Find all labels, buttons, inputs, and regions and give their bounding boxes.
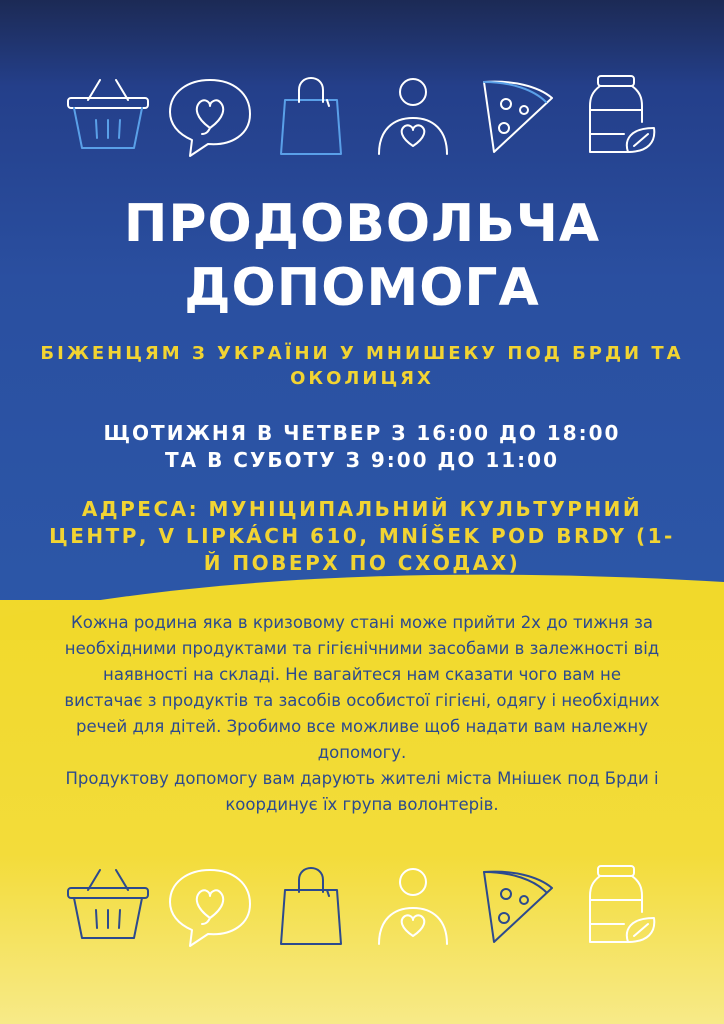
person-heart-icon	[365, 862, 461, 952]
jar-leaf-icon	[568, 72, 664, 162]
title-line-1: ПРОДОВОЛЬЧА	[123, 194, 601, 254]
schedule-line-1: ЩОТИЖНЯ В ЧЕТВЕР З 16:00 ДО 18:00	[103, 421, 621, 445]
bottom-icon-row	[60, 862, 664, 952]
pizza-slice-icon	[466, 72, 562, 162]
body-paragraph-1: Кожна родина яка в кризовому стані може прийти 2х до тижня за необхідними продуктами та гігієнічними засобами в залежності від наявності на складі. Не вагайтеся нам сказати чого вам не вистачає з продуктів та засобів особистої гігієні, одягу і необхідних речей для дітей. Зробимо все можливе щоб надати вам належну допомогу.	[64, 613, 660, 762]
shopping-bag-icon	[263, 862, 359, 952]
schedule	[40, 420, 684, 474]
subtitle: БІЖЕНЦЯМ З УКРАЇНИ У МНИШЕКУ ПОД БРДИ ТА ОКОЛИЦЯХ	[40, 343, 684, 389]
title-line-2: ДОПОМОГА	[184, 258, 540, 318]
shopping-bag-icon	[263, 72, 359, 162]
page-title	[0, 192, 724, 320]
schedule-line-2: ТА В СУБОТУ З 9:00 ДО 11:00	[165, 448, 559, 472]
address: АДРЕСА: МУНІЦИПАЛЬНИЙ КУЛЬТУРНИЙ ЦЕНТР, V LIPKÁCH 610, MNÍŠEK POD BRDY (1-Й ПОВЕРХ ПО СХОДАХ)	[49, 497, 675, 575]
basket-icon	[60, 72, 156, 162]
top-icon-row	[60, 72, 664, 162]
jar-leaf-icon	[568, 862, 664, 952]
body-text	[62, 610, 662, 818]
basket-icon	[60, 862, 156, 952]
heart-speech-bubble-icon	[162, 72, 258, 162]
pizza-slice-icon	[466, 862, 562, 952]
heart-speech-bubble-icon	[162, 862, 258, 952]
body-paragraph-2: Продуктову допомогу вам дарують жителі міста Мнішек под Брди і координує їх група волонтерів.	[65, 769, 659, 814]
person-heart-icon	[365, 72, 461, 162]
